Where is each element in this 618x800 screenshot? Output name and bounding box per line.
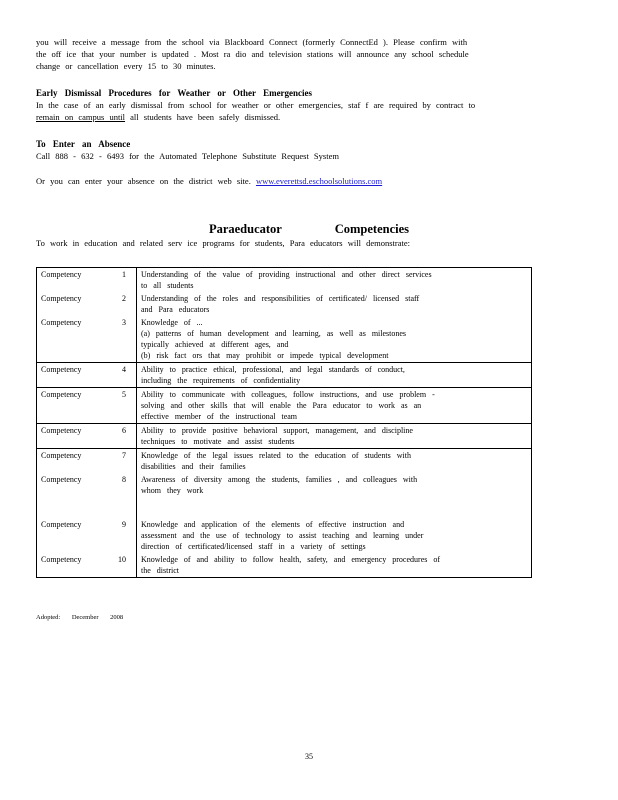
- competencies-intro: To work in education and related serv ice programs for students, Para educators will demonstrate:: [36, 238, 410, 248]
- competency-description-line: effective member of the instructional team: [141, 412, 298, 421]
- competency-number: 10: [118, 555, 126, 564]
- competency-description-line: including the requirements of confidentiality: [141, 376, 301, 385]
- competency-label-cell: [37, 518, 137, 553]
- competency-description: [137, 363, 532, 388]
- competency-label: Competency: [41, 520, 82, 529]
- competency-number: 1: [122, 270, 126, 279]
- competency-number: 3: [122, 318, 126, 327]
- competency-description-line: the district: [141, 566, 179, 575]
- competency-description-line: Knowledge of the legal issues related to the education of students with: [141, 451, 411, 460]
- competency-description-line: direction of certificated/licensed staff in a variety of settings: [141, 542, 366, 551]
- competency-label: Competency: [41, 475, 82, 484]
- competency-description-line: Ability to practice ethical, professional, and legal standards of conduct,: [141, 365, 405, 374]
- competency-description-line: to all students: [141, 281, 194, 290]
- competency-number: 6: [122, 426, 126, 435]
- competency-label: Competency: [41, 270, 82, 279]
- competency-description: [137, 424, 532, 449]
- competency-description-line: Knowledge of and ability to follow health, safety, and emergency procedures of: [141, 555, 441, 564]
- competency-description-line: Ability to provide positive behavioral support, management, and discipline: [141, 426, 413, 435]
- intro-line-3: change or cancellation every 15 to 30 minutes.: [36, 61, 216, 71]
- competency-label-cell: [37, 316, 137, 363]
- competency-description-line: whom they work: [141, 486, 204, 495]
- competency-row: [37, 316, 532, 363]
- competency-row: [37, 553, 532, 578]
- competency-description-line: assessment and the use of technology to assist teaching and learning under: [141, 531, 424, 540]
- competency-number: 2: [122, 294, 126, 303]
- competency-description-line: Understanding of the roles and responsibilities of certificated/ licensed staff: [141, 294, 420, 303]
- competency-number: 4: [122, 365, 126, 374]
- absence-web-line: [36, 175, 572, 187]
- competency-row: [37, 363, 532, 388]
- competency-number: 7: [122, 451, 126, 460]
- competency-label: Competency: [41, 294, 82, 303]
- competency-description: [137, 292, 532, 316]
- competency-row: [37, 292, 532, 316]
- competency-description-line: (b) risk fact ors that may prohibit or impede typical development: [141, 351, 389, 360]
- competency-label: Competency: [41, 318, 82, 327]
- competency-description: [137, 553, 532, 578]
- competency-label-cell: [37, 424, 137, 449]
- competency-description: [137, 388, 532, 424]
- early-dismissal-line-2-rest: all students have been safely dismissed.: [125, 112, 281, 122]
- competency-description-line: Understanding of the value of providing instructional and other direct services: [141, 270, 432, 279]
- competencies-table: [36, 267, 532, 578]
- competency-number: 5: [122, 390, 126, 399]
- competency-description: [137, 316, 532, 363]
- competency-row: [37, 388, 532, 424]
- early-dismissal-line-2: [36, 111, 572, 123]
- competency-description: [137, 473, 532, 518]
- competencies-title: Paraeducator Competencies: [208, 222, 410, 236]
- competency-label: Competency: [41, 451, 82, 460]
- competency-number: 9: [122, 520, 126, 529]
- page-number: 35: [305, 752, 313, 761]
- competency-description-line: typically achieved at different ages, and: [141, 340, 289, 349]
- competency-label: Competency: [41, 426, 82, 435]
- competency-row: [37, 424, 532, 449]
- competency-row: [37, 449, 532, 474]
- competency-label-cell: [37, 363, 137, 388]
- competency-description-line: Ability to communicate with colleagues, follow instructions, and use problem -: [141, 390, 435, 399]
- intro-line-2: the off ice that your number is updated . Most ra dio and television stations will announce any school schedule: [36, 49, 469, 59]
- competency-description: [137, 518, 532, 553]
- competency-description-line: Awareness of diversity among the students, families , and colleagues with: [141, 475, 418, 484]
- competency-label: Competency: [41, 390, 82, 399]
- competency-label-cell: [37, 268, 137, 293]
- competency-row: [37, 268, 532, 293]
- competency-number: 8: [122, 475, 126, 484]
- competency-label-cell: [37, 388, 137, 424]
- competency-label: Competency: [41, 555, 82, 564]
- competency-description-line: Knowledge of ...: [141, 318, 203, 327]
- competency-label-cell: [37, 292, 137, 316]
- competency-description-line: disabilities and their families: [141, 462, 246, 471]
- competency-description: [137, 268, 532, 293]
- remain-on-campus-text: remain on campus until: [36, 112, 126, 122]
- absence-call-line: Call 888 - 632 - 6493 for the Automated Telephone Substitute Request System: [36, 151, 339, 161]
- absence-web-prefix: Or you can enter your absence on the district web site.: [36, 176, 256, 186]
- competency-description-line: techniques to motivate and assist students: [141, 437, 295, 446]
- competency-label-cell: [37, 553, 137, 578]
- adopted-date: Adopted: December 2008: [36, 614, 124, 621]
- eschool-solutions-link[interactable]: www.everettsd.eschoolsolutions.com: [255, 176, 383, 186]
- competency-label-cell: [37, 449, 137, 474]
- early-dismissal-heading: Early Dismissal Procedures for Weather or Other Emergencies: [36, 88, 313, 98]
- competency-description-line: (a) patterns of human development and learning, as well as milestones: [141, 329, 407, 338]
- competency-label-cell: [37, 473, 137, 518]
- competency-description-line: and Para educators: [141, 305, 210, 314]
- early-dismissal-line-1: In the case of an early dismissal from school for weather or other emergencies, staf f are required by contract to: [36, 100, 476, 110]
- competency-label: Competency: [41, 365, 82, 374]
- competency-description-line: solving and other skills that will enable the Para educator to work as an: [141, 401, 422, 410]
- competency-description-line: Knowledge and application of the elements of effective instruction and: [141, 520, 405, 529]
- intro-line-1: you will receive a message from the school via Blackboard Connect (formerly ConnectEd ). Please confirm with: [36, 37, 468, 47]
- competency-row: [37, 518, 532, 553]
- competency-row: [37, 473, 532, 518]
- competency-description: [137, 449, 532, 474]
- absence-heading: To Enter an Absence: [36, 139, 131, 149]
